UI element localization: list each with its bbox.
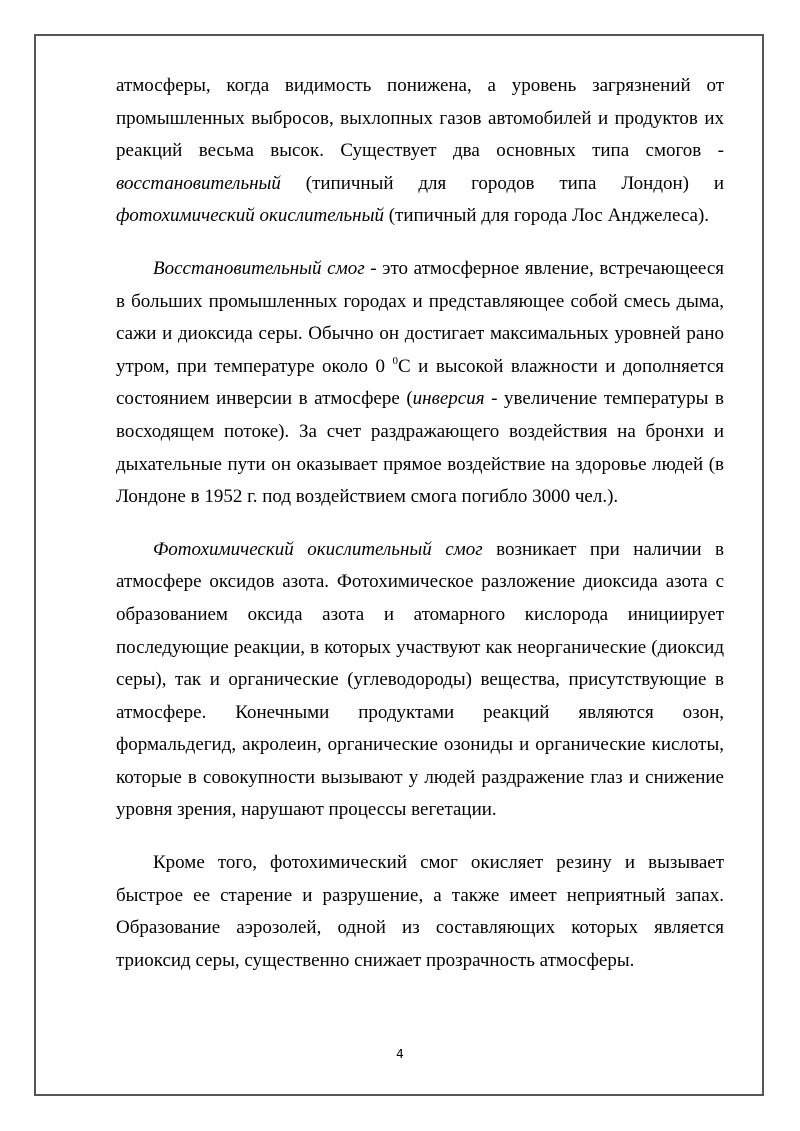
degree-superscript: 0 — [392, 354, 399, 367]
text-run: - это атмосферное явление, встречающееся в больших промышленных городах и представляющее собой смесь дыма, сажи и диоксида серы. Обычно он достигает максимальных уровней рано утром, при температуре около 0 — [116, 257, 724, 377]
text-run: - увеличение температуры в восходящем потоке). За счет раздражающего воздействия на бронхи и дыхательные пути он оказывает прямое воздействие на здоровье людей (в Лондоне в 1952 г. под воздействием смога погибло 3000 чел.). — [116, 388, 724, 508]
page-number: 4 — [396, 1047, 404, 1061]
text-run: С и высокой влажности и дополняется состоянием инверсии в атмосфере ( — [116, 355, 724, 410]
text-run: атмосферы, когда видимость понижена, а уровень загрязнений от промышленных выбросов, выхлопных газов автомобилей и продуктов их реакций весьма высок. Существует два основных типа смогов - — [116, 75, 724, 162]
paragraph-smog-types — [116, 70, 724, 233]
text-run: возникает при наличии в атмосфере оксидов азота. Фотохимическое разложение диоксида азота с образованием оксида азота и атомарного кислорода инициирует последующие реакции, в которых участвуют как неорганические (диоксид серы), так и органические (углеводороды) вещества, присутствующие в атмосфере. Конечными продуктами реакций являются озон, формальдегид, акролеин, органические озониды и органические кислоты, которые в совокупности вызывают у людей раздражение глаз и снижение уровня зрения, нарушают процессы вегетации. — [116, 538, 724, 821]
text-run: (типичный для города Лос Анджелеса). — [383, 205, 710, 227]
paragraph-smog-effects — [116, 847, 724, 977]
paragraph-photochemical-smog — [116, 534, 724, 827]
text-run: (типичный для городов типа Лондон) и — [280, 172, 724, 194]
text-run: Кроме того, фотохимический смог окисляет резину и вызывает быстрое ее старение и разрушение, а также имеет неприятный запах. Образование аэрозолей, одной из составляющих которых является триоксид серы, существенно снижает прозрачность атмосферы. — [116, 852, 724, 971]
italic-term-photochemical-smog: Фотохимический окислительный смог — [153, 538, 483, 560]
document-body — [116, 70, 724, 977]
paragraph-reducing-smog — [116, 253, 724, 514]
italic-term-reducing: восстановительный — [116, 172, 281, 194]
italic-term-inversion: инверсия — [412, 388, 485, 410]
italic-term-photochemical: фотохимический окислительный — [116, 205, 384, 227]
italic-term-reducing-smog: Восстановительный смог — [153, 257, 365, 279]
